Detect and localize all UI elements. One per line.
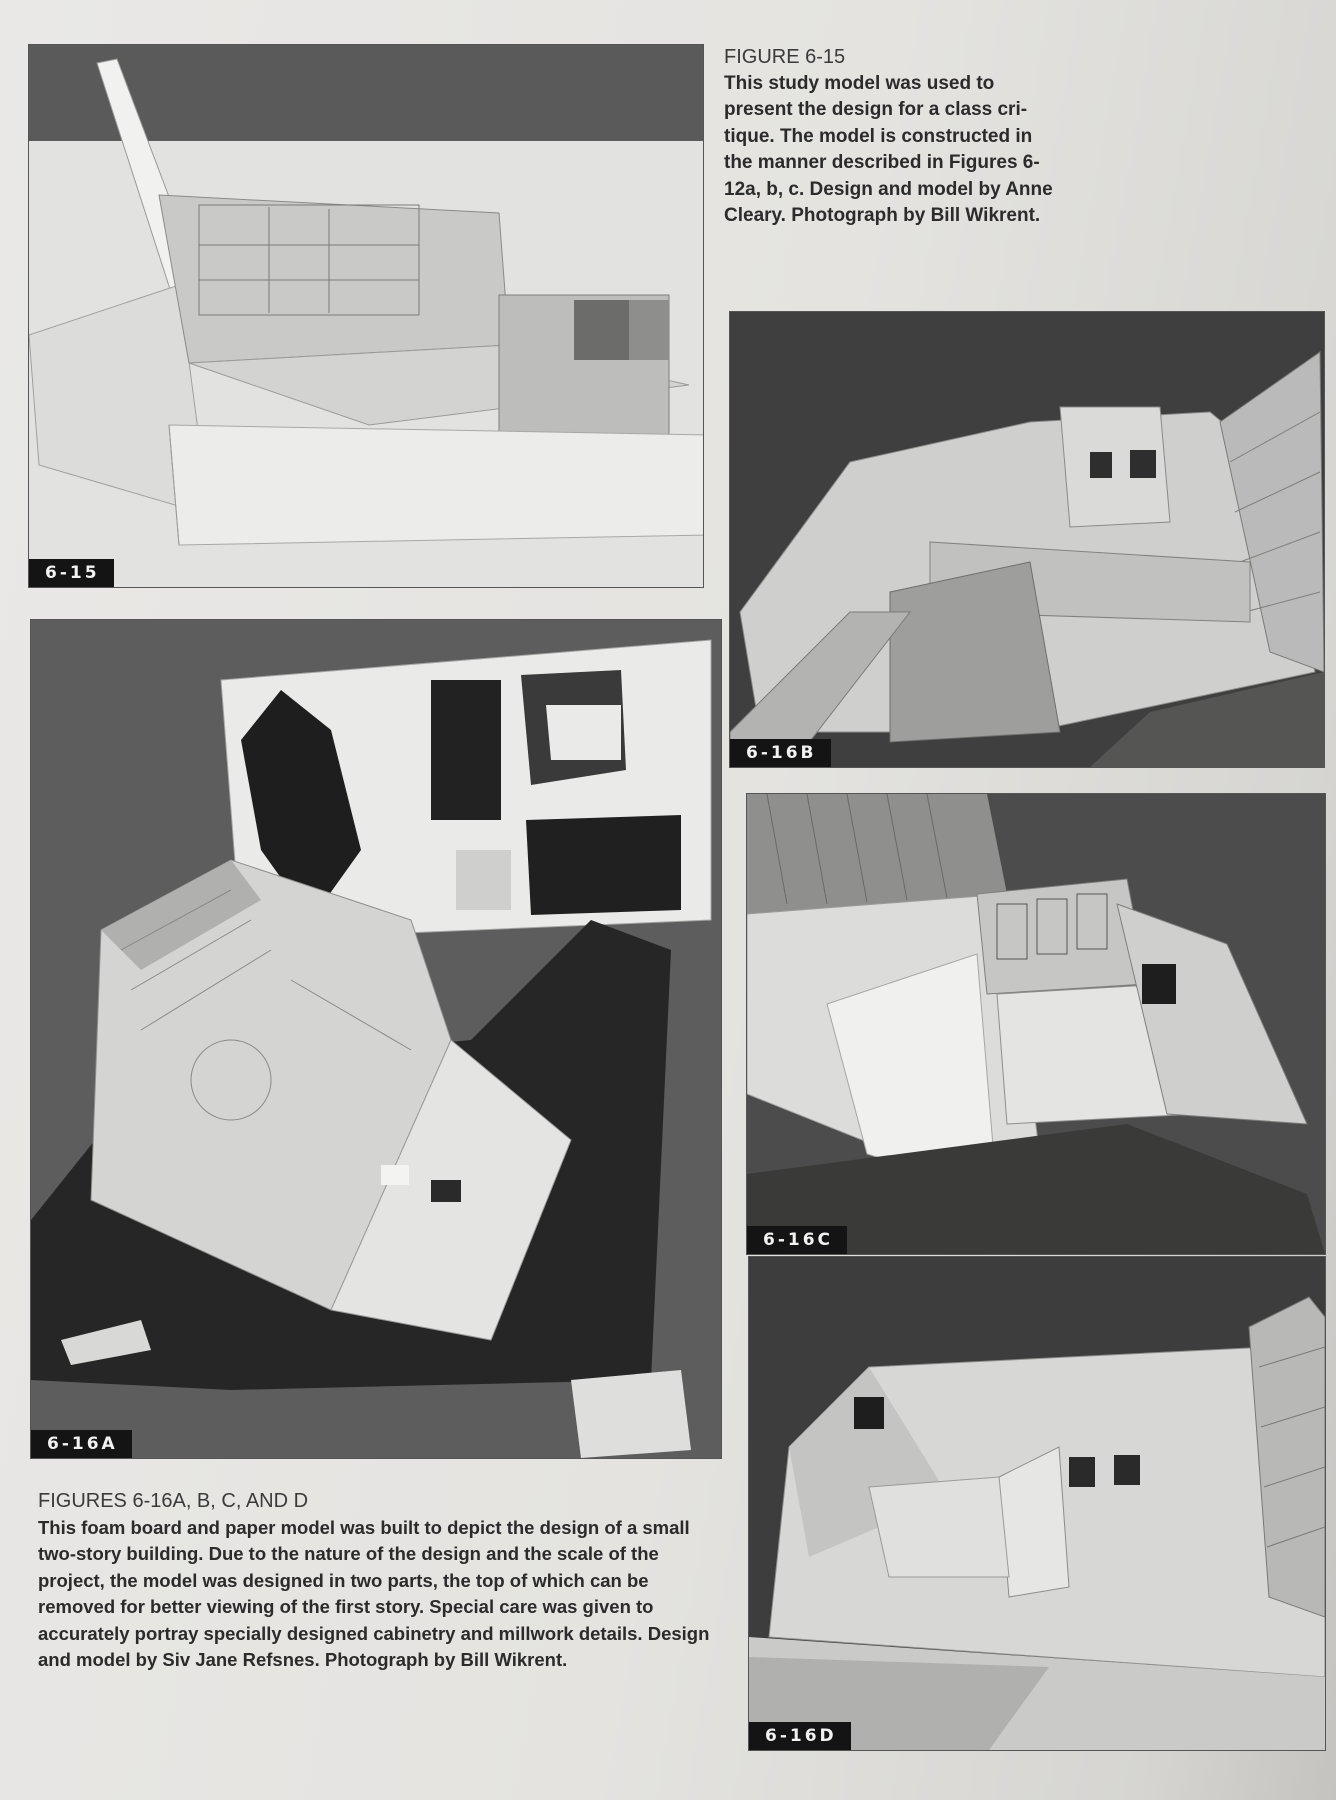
- figure-label-6-16d: 6-16D: [749, 1722, 851, 1750]
- figure-label-6-16a: 6-16A: [31, 1430, 132, 1458]
- caption-figure-6-15: [724, 44, 1054, 230]
- model-illustration-6-16c: [747, 794, 1325, 1254]
- photo-6-16d: [748, 1256, 1326, 1751]
- model-illustration-6-16b: [730, 312, 1324, 767]
- figure-label-6-16c: 6-16C: [747, 1226, 847, 1254]
- caption-text-6-15: This study model was used to present the design for a class cri-tique. The model is constructed in the manner described in Figures 6-12a, b, c. Design and model by Anne Cleary. Photograph by Bill Wikrent.: [724, 72, 1053, 226]
- photo-6-16c: [746, 793, 1326, 1255]
- caption-figures-6-16: [38, 1488, 728, 1674]
- caption-heading-6-15: FIGURE 6-15: [724, 46, 846, 68]
- model-illustration-6-16a: [31, 620, 721, 1458]
- figure-label-6-16b: 6-16B: [730, 739, 831, 767]
- photo-6-15: [28, 44, 704, 588]
- model-illustration-6-16d: [749, 1257, 1325, 1750]
- caption-text-6-16: This foam board and paper model was built to depict the design of a small two-story building. Due to the nature of the design and the scale of the project, the model was designed in two parts, the top of which can be removed for better viewing of the first story. Special care was given to accurately portray specially designed cabinetry and millwork details. Design and model by Siv Jane Refsnes. Photograph by Bill Wikrent.: [38, 1516, 710, 1670]
- photo-6-16b: [729, 311, 1325, 768]
- model-illustration-6-15: [29, 45, 703, 587]
- caption-heading-6-16: FIGURES 6-16A, B, C, AND D: [38, 1490, 309, 1512]
- figure-label-6-15: 6-15: [29, 559, 114, 587]
- photo-6-16a: [30, 619, 722, 1459]
